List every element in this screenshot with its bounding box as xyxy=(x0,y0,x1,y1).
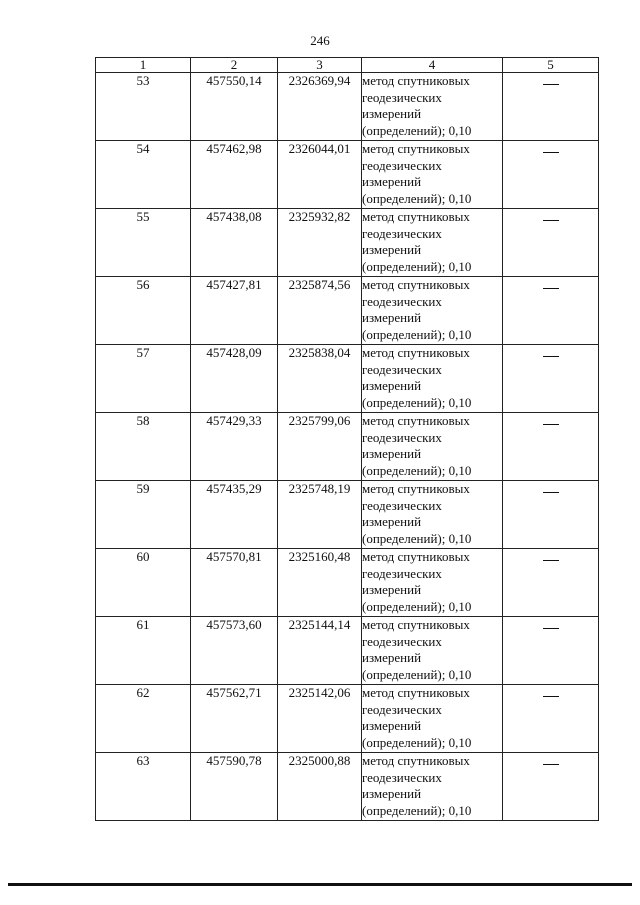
x-coordinate-cell: 457427,81 xyxy=(191,277,278,345)
method-text-line: (определений); 0,10 xyxy=(362,598,472,614)
method-text-line: измерений xyxy=(362,174,422,189)
method-text-line: метод спутниковых xyxy=(362,345,470,360)
method-text-line: измерений xyxy=(362,310,422,325)
header-col-2: 2 xyxy=(191,58,278,73)
dash-mark xyxy=(543,84,559,85)
method-text-line: (определений); 0,10 xyxy=(362,666,472,682)
method-text-line: метод спутниковых xyxy=(362,73,470,88)
method-text-line: метод спутниковых xyxy=(362,209,470,224)
x-coordinate-cell: 457428,09 xyxy=(191,345,278,413)
method-cell xyxy=(362,141,503,209)
dash-mark xyxy=(543,356,559,357)
dash-mark xyxy=(543,152,559,153)
method-text-line: геодезических xyxy=(362,701,442,717)
method-cell xyxy=(362,345,503,413)
method-text-line: метод спутниковых xyxy=(362,141,470,156)
description-cell xyxy=(503,209,599,277)
point-number-cell: 53 xyxy=(96,73,191,141)
method-text-line: измерений xyxy=(362,786,422,801)
method-text-line: измерений xyxy=(362,242,422,257)
method-text-line: метод спутниковых xyxy=(362,277,470,292)
method-cell xyxy=(362,753,503,821)
dash-mark xyxy=(543,220,559,221)
method-cell xyxy=(362,617,503,685)
header-col-5: 5 xyxy=(503,58,599,73)
method-text-line: геодезических xyxy=(362,429,442,445)
dash-mark xyxy=(543,288,559,289)
method-cell xyxy=(362,73,503,141)
coordinates-table xyxy=(95,57,599,821)
method-text-line: (определений); 0,10 xyxy=(362,326,472,342)
y-coordinate-cell: 2325000,88 xyxy=(278,753,362,821)
table-row xyxy=(96,277,599,345)
x-coordinate-cell: 457435,29 xyxy=(191,481,278,549)
method-text-line: измерений xyxy=(362,446,422,461)
method-cell xyxy=(362,209,503,277)
method-text-line: геодезических xyxy=(362,497,442,513)
x-coordinate-cell: 457573,60 xyxy=(191,617,278,685)
x-coordinate-cell: 457562,71 xyxy=(191,685,278,753)
method-text-line: метод спутниковых xyxy=(362,549,470,564)
y-coordinate-cell: 2326044,01 xyxy=(278,141,362,209)
x-coordinate-cell: 457550,14 xyxy=(191,73,278,141)
point-number-cell: 55 xyxy=(96,209,191,277)
y-coordinate-cell: 2325799,06 xyxy=(278,413,362,481)
method-text-line: геодезических xyxy=(362,361,442,377)
dash-mark xyxy=(543,492,559,493)
y-coordinate-cell: 2325144,14 xyxy=(278,617,362,685)
method-text-line: геодезических xyxy=(362,565,442,581)
method-text-line: (определений); 0,10 xyxy=(362,462,472,478)
description-cell xyxy=(503,345,599,413)
x-coordinate-cell: 457570,81 xyxy=(191,549,278,617)
bottom-rule xyxy=(8,883,632,886)
method-text-line: геодезических xyxy=(362,293,442,309)
table-row xyxy=(96,617,599,685)
table-row xyxy=(96,345,599,413)
x-coordinate-cell: 457429,33 xyxy=(191,413,278,481)
y-coordinate-cell: 2325874,56 xyxy=(278,277,362,345)
dash-mark xyxy=(543,424,559,425)
table-row xyxy=(96,685,599,753)
description-cell xyxy=(503,73,599,141)
table-row xyxy=(96,481,599,549)
table-row xyxy=(96,209,599,277)
description-cell xyxy=(503,277,599,345)
method-cell xyxy=(362,277,503,345)
method-text-line: геодезических xyxy=(362,769,442,785)
method-text-line: (определений); 0,10 xyxy=(362,122,472,138)
method-text-line: измерений xyxy=(362,514,422,529)
table-row xyxy=(96,73,599,141)
method-text-line: метод спутниковых xyxy=(362,413,470,428)
method-text-line: метод спутниковых xyxy=(362,481,470,496)
y-coordinate-cell: 2325838,04 xyxy=(278,345,362,413)
point-number-cell: 54 xyxy=(96,141,191,209)
point-number-cell: 62 xyxy=(96,685,191,753)
method-cell xyxy=(362,685,503,753)
method-text-line: измерений xyxy=(362,582,422,597)
y-coordinate-cell: 2325160,48 xyxy=(278,549,362,617)
y-coordinate-cell: 2326369,94 xyxy=(278,73,362,141)
description-cell xyxy=(503,549,599,617)
method-cell xyxy=(362,549,503,617)
point-number-cell: 58 xyxy=(96,413,191,481)
table-row xyxy=(96,753,599,821)
header-col-3: 3 xyxy=(278,58,362,73)
method-text-line: метод спутниковых xyxy=(362,753,470,768)
method-text-line: метод спутниковых xyxy=(362,617,470,632)
description-cell xyxy=(503,685,599,753)
method-text-line: измерений xyxy=(362,718,422,733)
dash-mark xyxy=(543,628,559,629)
method-text-line: (определений); 0,10 xyxy=(362,258,472,274)
method-text-line: метод спутниковых xyxy=(362,685,470,700)
method-text-line: геодезических xyxy=(362,225,442,241)
dash-mark xyxy=(543,764,559,765)
table-header-row xyxy=(96,58,599,73)
method-text-line: (определений); 0,10 xyxy=(362,734,472,750)
table-row xyxy=(96,549,599,617)
y-coordinate-cell: 2325932,82 xyxy=(278,209,362,277)
dash-mark xyxy=(543,560,559,561)
point-number-cell: 59 xyxy=(96,481,191,549)
point-number-cell: 61 xyxy=(96,617,191,685)
y-coordinate-cell: 2325748,19 xyxy=(278,481,362,549)
method-text-line: измерений xyxy=(362,650,422,665)
point-number-cell: 56 xyxy=(96,277,191,345)
method-text-line: геодезических xyxy=(362,157,442,173)
point-number-cell: 60 xyxy=(96,549,191,617)
y-coordinate-cell: 2325142,06 xyxy=(278,685,362,753)
table-row xyxy=(96,141,599,209)
dash-mark xyxy=(543,696,559,697)
x-coordinate-cell: 457462,98 xyxy=(191,141,278,209)
x-coordinate-cell: 457438,08 xyxy=(191,209,278,277)
method-text-line: (определений); 0,10 xyxy=(362,394,472,410)
method-text-line: (определений); 0,10 xyxy=(362,190,472,206)
description-cell xyxy=(503,617,599,685)
header-col-1: 1 xyxy=(96,58,191,73)
x-coordinate-cell: 457590,78 xyxy=(191,753,278,821)
description-cell xyxy=(503,413,599,481)
point-number-cell: 57 xyxy=(96,345,191,413)
page-number: 246 xyxy=(310,33,330,48)
description-cell xyxy=(503,753,599,821)
header-col-4: 4 xyxy=(362,58,503,73)
table-body xyxy=(96,73,599,821)
method-text-line: измерений xyxy=(362,378,422,393)
method-text-line: геодезических xyxy=(362,89,442,105)
table-row xyxy=(96,413,599,481)
method-cell xyxy=(362,413,503,481)
method-text-line: (определений); 0,10 xyxy=(362,530,472,546)
method-text-line: геодезических xyxy=(362,633,442,649)
method-text-line: (определений); 0,10 xyxy=(362,802,472,818)
point-number-cell: 63 xyxy=(96,753,191,821)
method-text-line: измерений xyxy=(362,106,422,121)
description-cell xyxy=(503,481,599,549)
description-cell xyxy=(503,141,599,209)
method-cell xyxy=(362,481,503,549)
